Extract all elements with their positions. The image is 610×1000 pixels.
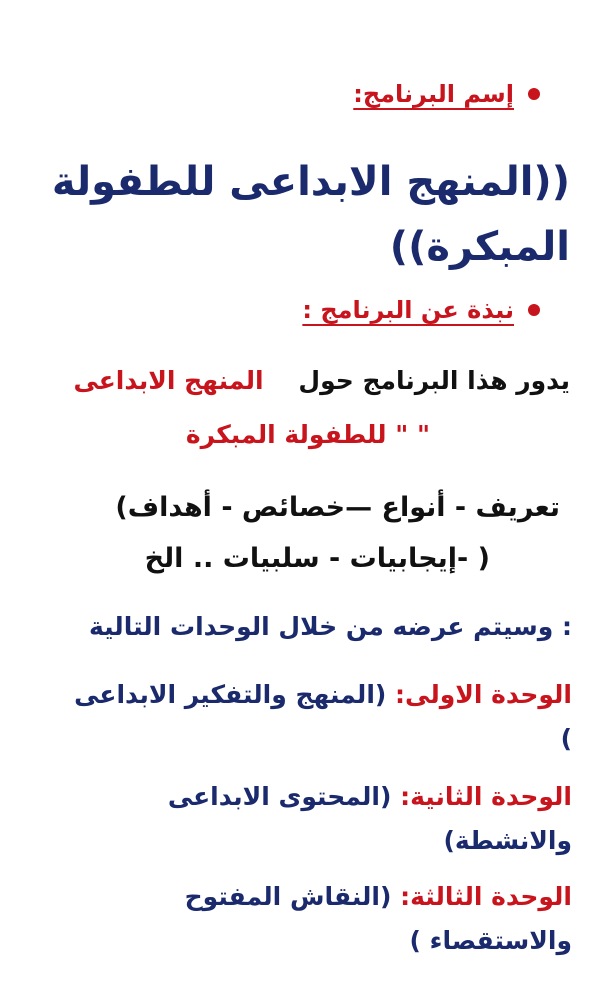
program-name-heading [353,80,540,108]
unit-1-text: (المنهج والتفكير الابداعى [74,680,387,709]
unit-3 [20,882,572,911]
unit-1 [20,680,572,709]
about-label: نبذة عن البرنامج : [302,296,514,324]
unit-1-label: الوحدة الاولى: [395,680,572,709]
program-title-line2: المبكرة)) [389,224,570,270]
intro-line2: " " للطفولة المبكرة [185,420,430,449]
unit-2-text: (المحتوى الابداعى [167,782,392,811]
topics-line1: تعريف - أنواع —خصائص - أهداف) [115,492,560,523]
intro-highlight: المنهج الابداعى [73,366,264,395]
unit-3-label: الوحدة الثالثة: [400,882,572,911]
units-intro: : وسيتم عرضه من خلال الوحدات التالية [88,612,572,641]
program-name-label: إسم البرنامج: [353,80,514,108]
unit-3-text: (النقاش المفتوح [184,882,392,911]
topics-line2: ( -إيجابيات - سلبيات .. الخ [144,543,490,574]
unit-2-label: الوحدة الثانية: [400,782,572,811]
program-title-line1: ((المنهج الابداعى للطفولة [51,159,570,205]
unit-3-text-line2: والاستقصاء ) [409,926,572,955]
unit-2-text-line2: والانشطة) [443,826,572,855]
intro-line [20,366,570,395]
unit-1-text-line2: ) [560,724,572,753]
intro-text: يدور هذا البرنامج حول [298,366,570,395]
about-heading [302,296,540,324]
bullet-dot-icon [528,88,540,100]
bullet-dot-icon [528,304,540,316]
unit-2 [20,782,572,811]
